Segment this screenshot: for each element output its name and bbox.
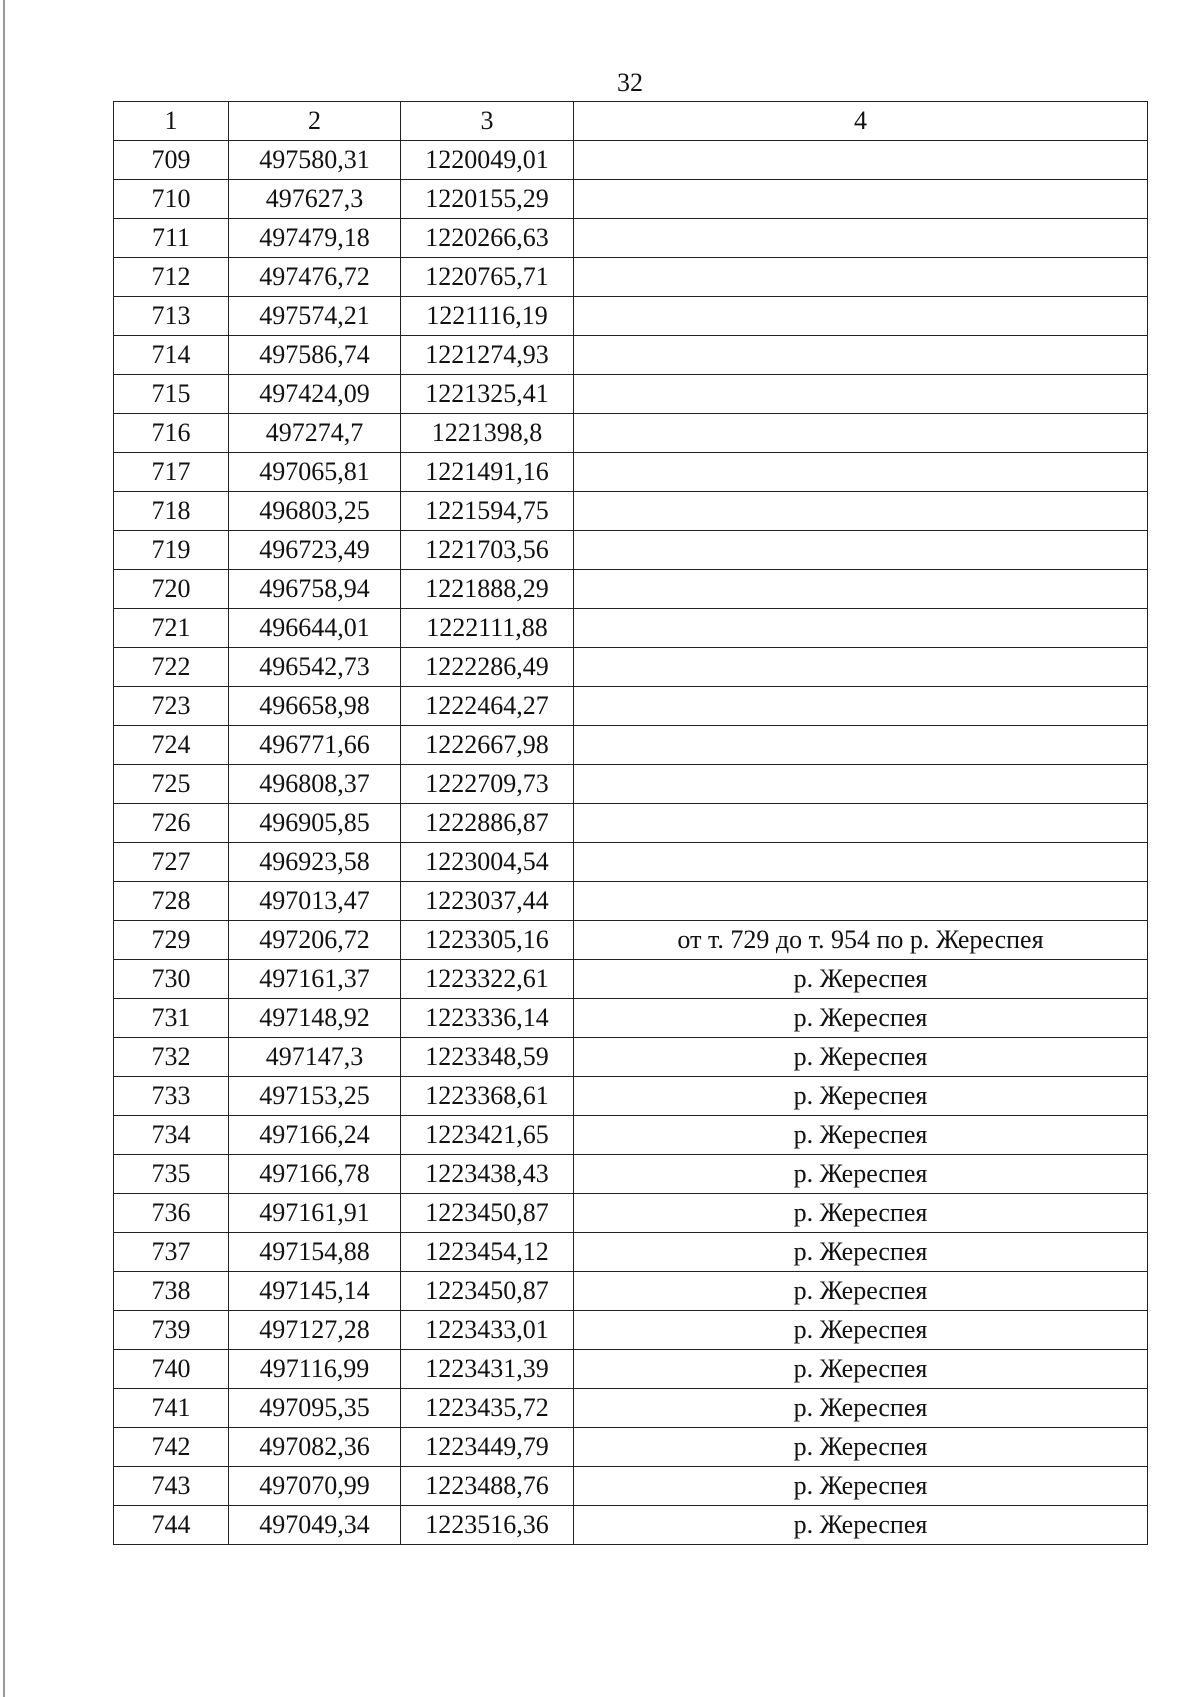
x-coordinate-cell: 496808,37 — [229, 765, 401, 804]
page-edge-line — [3, 0, 5, 1697]
table-row — [114, 336, 1148, 375]
description-cell — [574, 687, 1148, 726]
y-coordinate-cell: 1220049,01 — [401, 141, 574, 180]
description-cell: р. Жереспея — [574, 1350, 1148, 1389]
point-number-cell: 717 — [114, 453, 229, 492]
x-coordinate-cell: 497153,25 — [229, 1077, 401, 1116]
header-cell-description: 4 — [574, 102, 1148, 141]
y-coordinate-cell: 1222709,73 — [401, 765, 574, 804]
point-number-cell: 729 — [114, 921, 229, 960]
description-cell: р. Жереспея — [574, 1506, 1148, 1545]
y-coordinate-cell: 1223336,14 — [401, 999, 574, 1038]
description-cell — [574, 882, 1148, 921]
y-coordinate-cell: 1220765,71 — [401, 258, 574, 297]
x-coordinate-cell: 497148,92 — [229, 999, 401, 1038]
table-row — [114, 960, 1148, 999]
point-number-cell: 722 — [114, 648, 229, 687]
description-cell: р. Жереспея — [574, 999, 1148, 1038]
y-coordinate-cell: 1223305,16 — [401, 921, 574, 960]
table-row — [114, 1194, 1148, 1233]
point-number-cell: 744 — [114, 1506, 229, 1545]
table-row — [114, 141, 1148, 180]
table-row — [114, 921, 1148, 960]
y-coordinate-cell: 1222286,49 — [401, 648, 574, 687]
table-row — [114, 882, 1148, 921]
x-coordinate-cell: 497627,3 — [229, 180, 401, 219]
table-row — [114, 297, 1148, 336]
header-row — [114, 102, 1148, 141]
x-coordinate-cell: 497116,99 — [229, 1350, 401, 1389]
description-cell: р. Жереспея — [574, 1038, 1148, 1077]
y-coordinate-cell: 1223368,61 — [401, 1077, 574, 1116]
y-coordinate-cell: 1223435,72 — [401, 1389, 574, 1428]
description-cell — [574, 258, 1148, 297]
point-number-cell: 741 — [114, 1389, 229, 1428]
point-number-cell: 719 — [114, 531, 229, 570]
description-cell — [574, 414, 1148, 453]
description-cell — [574, 531, 1148, 570]
x-coordinate-cell: 497161,91 — [229, 1194, 401, 1233]
table-row — [114, 1233, 1148, 1272]
x-coordinate-cell: 497580,31 — [229, 141, 401, 180]
point-number-cell: 712 — [114, 258, 229, 297]
header-cell-x-coordinate: 2 — [229, 102, 401, 141]
point-number-cell: 709 — [114, 141, 229, 180]
table-row — [114, 531, 1148, 570]
x-coordinate-cell: 496758,94 — [229, 570, 401, 609]
x-coordinate-cell: 497147,3 — [229, 1038, 401, 1077]
x-coordinate-cell: 497049,34 — [229, 1506, 401, 1545]
table-row — [114, 804, 1148, 843]
description-cell — [574, 219, 1148, 258]
point-number-cell: 710 — [114, 180, 229, 219]
y-coordinate-cell: 1222464,27 — [401, 687, 574, 726]
y-coordinate-cell: 1221274,93 — [401, 336, 574, 375]
y-coordinate-cell: 1220266,63 — [401, 219, 574, 258]
point-number-cell: 743 — [114, 1467, 229, 1506]
description-cell — [574, 180, 1148, 219]
description-cell: р. Жереспея — [574, 1116, 1148, 1155]
description-cell: р. Жереспея — [574, 1233, 1148, 1272]
point-number-cell: 720 — [114, 570, 229, 609]
x-coordinate-cell: 496658,98 — [229, 687, 401, 726]
description-cell — [574, 336, 1148, 375]
description-cell: от т. 729 до т. 954 по р. Жереспея — [574, 921, 1148, 960]
x-coordinate-cell: 497574,21 — [229, 297, 401, 336]
description-cell: р. Жереспея — [574, 1272, 1148, 1311]
y-coordinate-cell: 1222111,88 — [401, 609, 574, 648]
x-coordinate-cell: 497274,7 — [229, 414, 401, 453]
description-cell — [574, 492, 1148, 531]
y-coordinate-cell: 1221325,41 — [401, 375, 574, 414]
point-number-cell: 734 — [114, 1116, 229, 1155]
description-cell — [574, 297, 1148, 336]
description-cell — [574, 726, 1148, 765]
description-cell: р. Жереспея — [574, 1311, 1148, 1350]
y-coordinate-cell: 1221703,56 — [401, 531, 574, 570]
description-cell — [574, 609, 1148, 648]
y-coordinate-cell: 1221594,75 — [401, 492, 574, 531]
table-header — [114, 102, 1148, 141]
point-number-cell: 738 — [114, 1272, 229, 1311]
point-number-cell: 725 — [114, 765, 229, 804]
y-coordinate-cell: 1223450,87 — [401, 1194, 574, 1233]
y-coordinate-cell: 1221398,8 — [401, 414, 574, 453]
x-coordinate-cell: 496771,66 — [229, 726, 401, 765]
y-coordinate-cell: 1223438,43 — [401, 1155, 574, 1194]
table-row — [114, 1506, 1148, 1545]
x-coordinate-cell: 496923,58 — [229, 843, 401, 882]
page-number: 32 — [617, 68, 643, 97]
table-row — [114, 1038, 1148, 1077]
description-cell — [574, 570, 1148, 609]
point-number-cell: 726 — [114, 804, 229, 843]
table-row — [114, 1350, 1148, 1389]
point-number-cell: 713 — [114, 297, 229, 336]
y-coordinate-cell: 1222667,98 — [401, 726, 574, 765]
point-number-cell: 740 — [114, 1350, 229, 1389]
y-coordinate-cell: 1223454,12 — [401, 1233, 574, 1272]
point-number-cell: 736 — [114, 1194, 229, 1233]
x-coordinate-cell: 497082,36 — [229, 1428, 401, 1467]
description-cell — [574, 648, 1148, 687]
table-row — [114, 1311, 1148, 1350]
x-coordinate-cell: 497145,14 — [229, 1272, 401, 1311]
table-row — [114, 726, 1148, 765]
x-coordinate-cell: 496905,85 — [229, 804, 401, 843]
y-coordinate-cell: 1220155,29 — [401, 180, 574, 219]
x-coordinate-cell: 497065,81 — [229, 453, 401, 492]
table-row — [114, 999, 1148, 1038]
table-body — [114, 141, 1148, 1545]
x-coordinate-cell: 497166,24 — [229, 1116, 401, 1155]
point-number-cell: 742 — [114, 1428, 229, 1467]
point-number-cell: 727 — [114, 843, 229, 882]
y-coordinate-cell: 1223037,44 — [401, 882, 574, 921]
point-number-cell: 730 — [114, 960, 229, 999]
header-cell-y-coordinate: 3 — [401, 102, 574, 141]
table-row — [114, 258, 1148, 297]
description-cell: р. Жереспея — [574, 1389, 1148, 1428]
header-cell-point-number: 1 — [114, 102, 229, 141]
table-row — [114, 609, 1148, 648]
point-number-cell: 715 — [114, 375, 229, 414]
table-row — [114, 1428, 1148, 1467]
table-row — [114, 219, 1148, 258]
x-coordinate-cell: 497127,28 — [229, 1311, 401, 1350]
table-row — [114, 1389, 1148, 1428]
table-row — [114, 570, 1148, 609]
x-coordinate-cell: 497095,35 — [229, 1389, 401, 1428]
point-number-cell: 728 — [114, 882, 229, 921]
y-coordinate-cell: 1223488,76 — [401, 1467, 574, 1506]
x-coordinate-cell: 497166,78 — [229, 1155, 401, 1194]
point-number-cell: 721 — [114, 609, 229, 648]
description-cell — [574, 453, 1148, 492]
x-coordinate-cell: 497479,18 — [229, 219, 401, 258]
x-coordinate-cell: 497154,88 — [229, 1233, 401, 1272]
point-number-cell: 724 — [114, 726, 229, 765]
description-cell — [574, 141, 1148, 180]
table-row — [114, 1155, 1148, 1194]
y-coordinate-cell: 1223433,01 — [401, 1311, 574, 1350]
description-cell: р. Жереспея — [574, 1194, 1148, 1233]
table-row — [114, 375, 1148, 414]
x-coordinate-cell: 497070,99 — [229, 1467, 401, 1506]
x-coordinate-cell: 497586,74 — [229, 336, 401, 375]
point-number-cell: 731 — [114, 999, 229, 1038]
description-cell: р. Жереспея — [574, 1155, 1148, 1194]
table-row — [114, 1467, 1148, 1506]
y-coordinate-cell: 1223004,54 — [401, 843, 574, 882]
table-row — [114, 687, 1148, 726]
table-row — [114, 414, 1148, 453]
y-coordinate-cell: 1221888,29 — [401, 570, 574, 609]
description-cell: р. Жереспея — [574, 960, 1148, 999]
y-coordinate-cell: 1223348,59 — [401, 1038, 574, 1077]
y-coordinate-cell: 1223322,61 — [401, 960, 574, 999]
y-coordinate-cell: 1221116,19 — [401, 297, 574, 336]
table-row — [114, 1077, 1148, 1116]
x-coordinate-cell: 496542,73 — [229, 648, 401, 687]
point-number-cell: 739 — [114, 1311, 229, 1350]
y-coordinate-cell: 1223421,65 — [401, 1116, 574, 1155]
x-coordinate-cell: 496723,49 — [229, 531, 401, 570]
point-number-cell: 716 — [114, 414, 229, 453]
table-row — [114, 453, 1148, 492]
y-coordinate-cell: 1223450,87 — [401, 1272, 574, 1311]
x-coordinate-cell: 497476,72 — [229, 258, 401, 297]
x-coordinate-cell: 496803,25 — [229, 492, 401, 531]
x-coordinate-cell: 497424,09 — [229, 375, 401, 414]
point-number-cell: 737 — [114, 1233, 229, 1272]
point-number-cell: 733 — [114, 1077, 229, 1116]
table-row — [114, 1116, 1148, 1155]
x-coordinate-cell: 497161,37 — [229, 960, 401, 999]
x-coordinate-cell: 497013,47 — [229, 882, 401, 921]
table-row — [114, 765, 1148, 804]
description-cell: р. Жереспея — [574, 1077, 1148, 1116]
x-coordinate-cell: 496644,01 — [229, 609, 401, 648]
description-cell: р. Жереспея — [574, 1428, 1148, 1467]
table-row — [114, 648, 1148, 687]
table-row — [114, 492, 1148, 531]
coordinates-table — [113, 101, 1148, 1545]
table-row — [114, 180, 1148, 219]
y-coordinate-cell: 1223431,39 — [401, 1350, 574, 1389]
table-row — [114, 843, 1148, 882]
point-number-cell: 723 — [114, 687, 229, 726]
y-coordinate-cell: 1223516,36 — [401, 1506, 574, 1545]
point-number-cell: 711 — [114, 219, 229, 258]
description-cell — [574, 804, 1148, 843]
point-number-cell: 714 — [114, 336, 229, 375]
y-coordinate-cell: 1223449,79 — [401, 1428, 574, 1467]
description-cell: р. Жереспея — [574, 1467, 1148, 1506]
y-coordinate-cell: 1221491,16 — [401, 453, 574, 492]
description-cell — [574, 843, 1148, 882]
table-row — [114, 1272, 1148, 1311]
point-number-cell: 732 — [114, 1038, 229, 1077]
description-cell — [574, 765, 1148, 804]
description-cell — [574, 375, 1148, 414]
x-coordinate-cell: 497206,72 — [229, 921, 401, 960]
y-coordinate-cell: 1222886,87 — [401, 804, 574, 843]
point-number-cell: 735 — [114, 1155, 229, 1194]
point-number-cell: 718 — [114, 492, 229, 531]
